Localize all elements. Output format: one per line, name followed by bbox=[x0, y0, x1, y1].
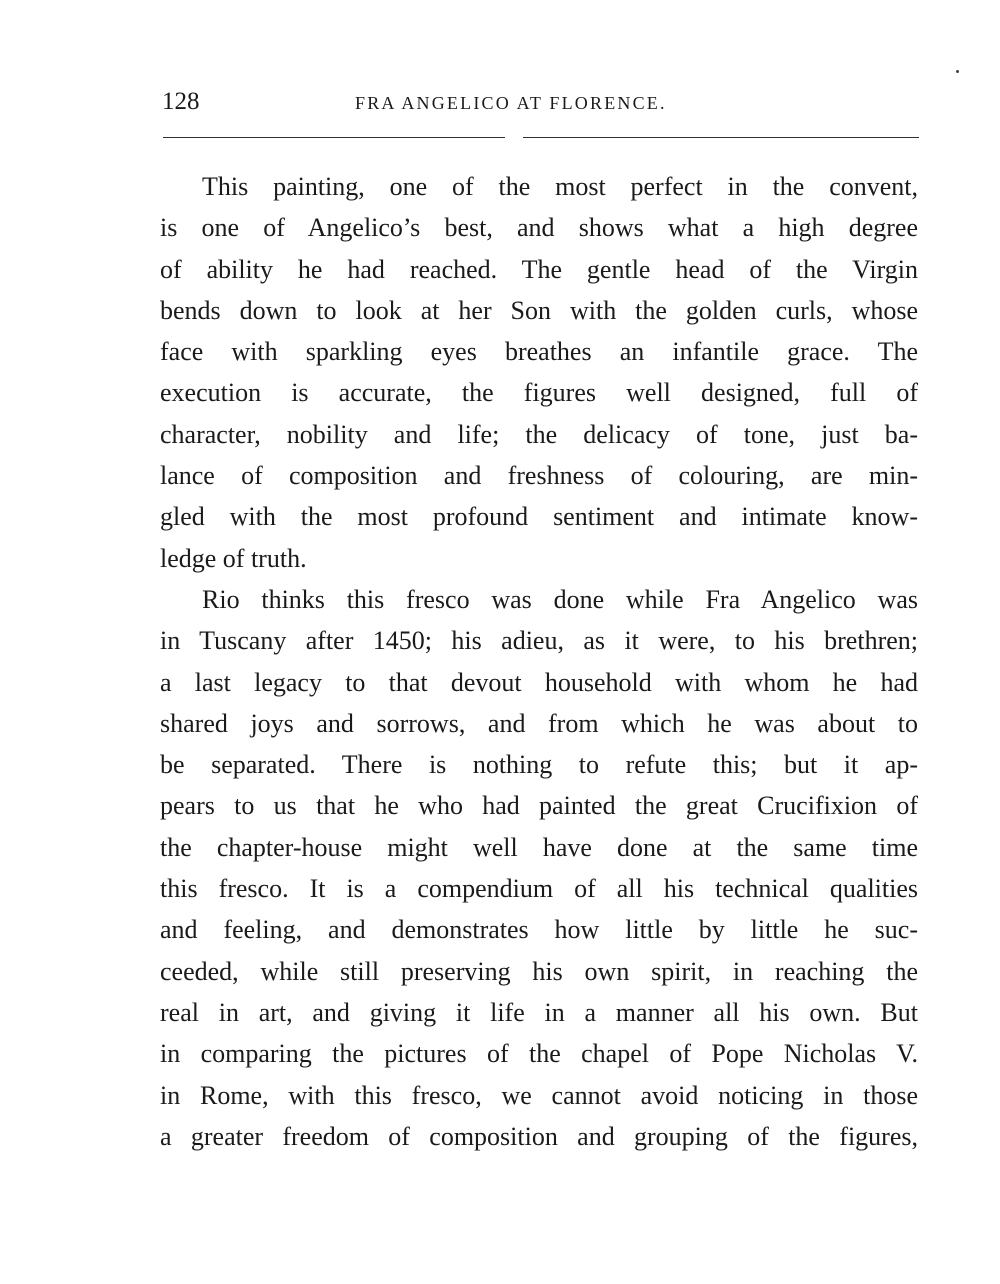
text-line: Rio thinks this fresco was done while Fra Angelico was bbox=[202, 584, 918, 614]
text-line: pears to us that he who had painted the great Crucifixion of bbox=[160, 791, 918, 821]
text-line: This painting, one of the most perfect in the convent, bbox=[202, 172, 918, 201]
text-line: a greater freedom of composition and grouping of the figures, bbox=[160, 1121, 918, 1151]
text-line: in Tuscany after 1450; his adieu, as it were, to his brethren; bbox=[160, 626, 918, 656]
text-line: bends down to look at her Son with the golden curls, whose bbox=[160, 295, 918, 325]
text-line: this fresco. It is a compendium of all his technical qualities bbox=[160, 874, 918, 904]
text-line: ledge of truth. bbox=[160, 543, 307, 573]
header-rule-gap bbox=[505, 134, 523, 140]
text-line: and feeling, and demonstrates how little by little he suc- bbox=[160, 915, 918, 945]
page-number: 128 bbox=[162, 88, 200, 115]
text-line: character, nobility and life; the delicacy of tone, just ba- bbox=[160, 419, 918, 449]
text-line: gled with the most profound sentiment and intimate know- bbox=[160, 502, 918, 532]
paragraph-1 bbox=[160, 166, 918, 579]
text-line: in Rome, with this fresco, we cannot avoid noticing in those bbox=[160, 1080, 918, 1110]
running-title: FRA ANGELICO AT FLORENCE. bbox=[355, 93, 667, 113]
text-line: face with sparkling eyes breathes an infantile grace. The bbox=[160, 337, 918, 367]
text-line: ceeded, while still preserving his own spirit, in reaching the bbox=[160, 956, 918, 986]
body-text bbox=[160, 166, 918, 1157]
header-rule bbox=[163, 137, 919, 138]
text-line: be separated. There is nothing to refute this; but it ap- bbox=[160, 750, 918, 780]
text-line: is one of Angelico’s best, and shows what a high degree bbox=[160, 213, 918, 243]
text-line: a last legacy to that devout household with whom he had bbox=[160, 667, 918, 697]
scan-speck bbox=[956, 70, 959, 73]
text-line: shared joys and sorrows, and from which he was about to bbox=[160, 708, 918, 738]
text-line: lance of composition and freshness of colouring, are min- bbox=[160, 461, 918, 491]
text-line: real in art, and giving it life in a manner all his own. But bbox=[160, 997, 918, 1027]
text-line: execution is accurate, the figures well designed, full of bbox=[160, 378, 918, 408]
text-line: in comparing the pictures of the chapel of Pope Nicholas V. bbox=[160, 1039, 918, 1069]
paragraph-2 bbox=[160, 579, 918, 1157]
text-line: the chapter-house might well have done at the same time bbox=[160, 832, 918, 862]
text-line: of ability he had reached. The gentle head of the Virgin bbox=[160, 254, 918, 284]
